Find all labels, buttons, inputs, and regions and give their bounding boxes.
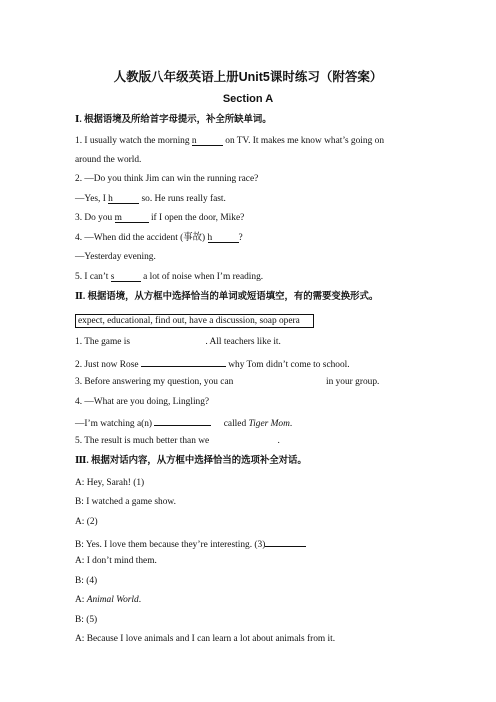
blank-q4[interactable]: h (208, 232, 239, 243)
word-box-text: expect, educational, find out, have a discussion, soap opera (78, 316, 300, 326)
part2-q2: 2. Just now Rose why Tom didn’t come to school. (75, 356, 350, 371)
blank-dialog-3[interactable] (265, 536, 306, 547)
part2-q5: 5. The result is much better than we . (75, 436, 280, 446)
part1-q5: 5. I can’t s a lot of noise when I’m reading. (75, 272, 264, 282)
dialog-line-4: B: Yes. I love them because they’re interesting. (3) (75, 536, 306, 551)
dialog-line-7: A: Animal World. (75, 595, 142, 605)
document-title: 人教版八年级英语上册Unit5课时练习（附答案） (113, 70, 383, 84)
dialog-line-3: A: (2) (75, 517, 98, 527)
part2-heading: Ⅱ. 根据语境，从方框中选择恰当的单词或短语填空，有的需要变换形式。 (75, 292, 379, 302)
part2-q4-line1: 4. —What are you doing, Lingling? (75, 397, 210, 407)
section-title: Section A (222, 93, 274, 105)
dialog-line-5: A: I don’t mind them. (75, 556, 157, 566)
part1-q4-line1: 4. —When did the accident (事故) h ? (75, 233, 243, 243)
part1-q4-line2: —Yesterday evening. (75, 252, 156, 262)
blank-q1[interactable]: n (192, 135, 223, 146)
dialog-line-6: B: (4) (75, 576, 98, 586)
dialog-line-1: A: Hey, Sarah! (1) (75, 478, 145, 488)
blank-p2-q4[interactable] (154, 415, 211, 426)
part1-q2-line1: 2. —Do you think Jim can win the running race? (75, 174, 259, 184)
part1-q1-line1: 1. I usually watch the morning n on TV. It makes me know what’s going on (75, 136, 385, 146)
part2-q3: 3. Before answering my question, you can in your group. (75, 377, 380, 387)
part2-q1: 1. The game is . All teachers like it. (75, 337, 281, 347)
part1-heading: Ⅰ. 根据语境及所给首字母提示，补全所缺单词。 (75, 115, 272, 125)
part1-q2-line2: —Yes, I h so. He runs really fast. (75, 194, 226, 204)
part2-q4-line2: —I’m watching a(n) called Tiger Mom. (75, 415, 292, 430)
dialog-line-8: B: (5) (75, 615, 98, 625)
blank-q3[interactable]: m (115, 212, 149, 223)
part3-heading: Ⅲ. 根据对话内容，从方框中选择恰当的选项补全对话。 (75, 456, 307, 466)
part1-q3: 3. Do you m if I open the door, Mike? (75, 213, 245, 223)
dialog-line-2: B: I watched a game show. (75, 497, 176, 507)
part1-q1-line2: around the world. (75, 155, 142, 165)
blank-q5[interactable]: s (111, 271, 141, 282)
dialog-line-9: A: Because I love animals and I can learn a lot about animals from it. (75, 634, 336, 644)
blank-p2-q2[interactable] (141, 356, 226, 367)
blank-q2[interactable]: h (108, 193, 139, 204)
